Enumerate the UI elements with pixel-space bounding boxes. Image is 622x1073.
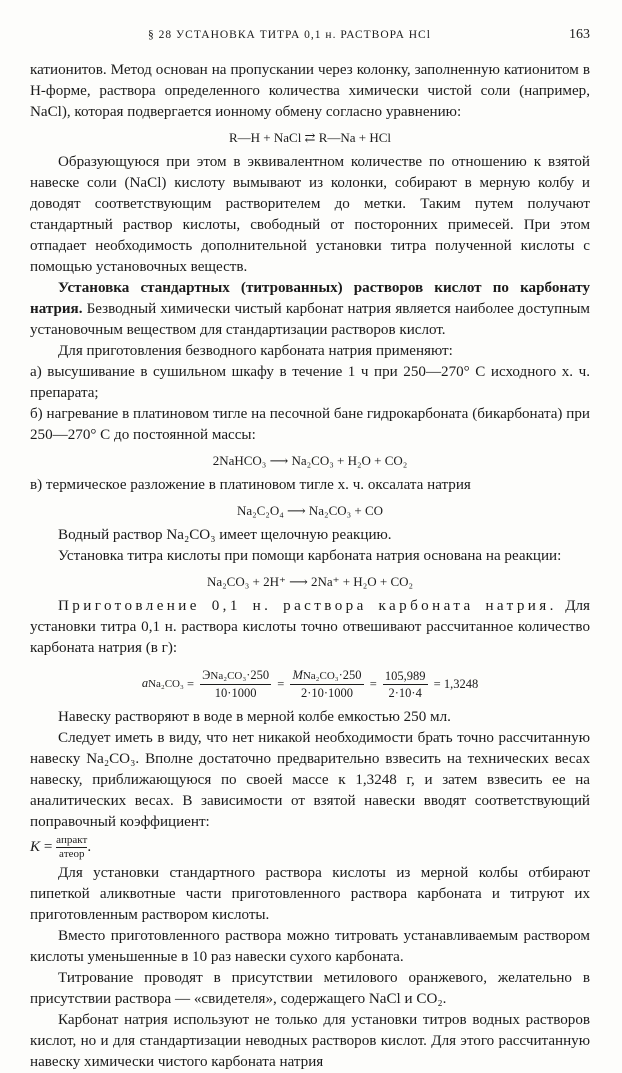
- list-item-oxalate: в) термическое разложение в платиновом тигле х. ч. оксалата натрия: [30, 477, 471, 493]
- paragraph-cation-method: катионитов. Метод основан на пропускании через колонку, заполненную катионитом в H-форме, раствора определенного количества химически чистой соли (например, NaCl), которая подвергается ионному обмену согласно уравнению:: [30, 62, 590, 120]
- paragraph-alkaline: Водный раствор Na₂CO₃ имеет щелочную реакцию.: [58, 527, 392, 543]
- equation-bicarbonate: 2NaHCO₃ ⟶ Na₂CO₃ + H₂O + CO₂: [212, 453, 408, 468]
- paragraph-preparation-intro: Для приготовления безводного карбоната натрия применяют:: [58, 343, 453, 359]
- subheading-standard-solutions: Установка стандартных (титрованных) растворов кислот по карбонату натрия.: [30, 280, 590, 317]
- paragraph-titer-reaction: Установка титра кислоты при помощи карбоната натрия основана на реакции:: [58, 548, 562, 564]
- formula-fraction-molar: $\frac{\text{MNa₂CO₃·250}}{2\cdot 10\cdot 1000}$: [292, 668, 362, 700]
- paragraph-dissolve: Навеску растворяют в воде в мерной колбе емкостью 250 мл.: [58, 709, 451, 725]
- paragraph-standard-solutions: [30, 278, 590, 341]
- formula-fraction-numeric: $\frac{105,989}{2\cdot 10\cdot 4}$: [384, 668, 426, 700]
- paragraph-preparation-carbonate-text: Для установки титра 0,1 н. раствора кислоты точно отвешивают рассчитанное количество карбоната натрия (в г):: [30, 598, 590, 656]
- running-header: [30, 24, 590, 46]
- paragraph-acid-elution: Образующуюся при этом в эквивалентном количестве по отношению к взятой навеске соли (NaCl) кислоту вымывают из колонки, собирают в мерную колбу и доводят соответствующим растворителем до метки. Таким путем получают стандартный раствор кислоты, свободный от посторонних примесей. При этом отпадает необходимость дополнительной установки титра полученной кислоты с помощью установочных веществ.: [30, 154, 590, 275]
- subheading-preparation-carbonate: Приготовление 0,1 н. раствора карбоната натрия.: [58, 598, 557, 614]
- formula-mass-calculation: aNa₂CO₃ = $\frac{\text{ЭNa₂CO₃·250}}{10\cdot 1000}$ = $\frac{\text{MNa₂CO₃·250}}{2\cdot 10\cdot 1000}$ = $\frac{105,989}{2\cdot 10\cdot 4}$ = 1,3248: [141, 668, 479, 700]
- formula-correction-factor: K = $\frac{\text{aпракт}}{\text{aтеор}}$ .: [30, 834, 92, 860]
- equation-ion-exchange: R—H + NaCl ⇄ R—Na + HCl: [228, 130, 392, 145]
- equation-carbonate-acid: Na₂CO₃ + 2H⁺ ⟶ 2Na⁺ + H₂O + CO₂: [206, 574, 414, 589]
- formula-lhs: aNa₂CO₃: [141, 676, 184, 690]
- formula-result: 1,3248: [443, 676, 479, 691]
- section-title: § 28 УСТАНОВКА ТИТРА 0,1 н. РАСТВОРА HCl: [148, 29, 431, 41]
- paragraph-dry-carbonate: Вместо приготовленного раствора можно титровать устанавливаемым раствором кислоты уменьшенные в 10 раз навески сухого карбоната.: [30, 928, 590, 965]
- paragraph-aliquots: Для установки стандартного раствора кислоты из мерной колбы отбирают пипеткой аликвотные части приготовленного раствора карбоната и титруют их приготовленным раствором кислоты.: [30, 865, 590, 923]
- formula-fraction-equivalent: $\frac{\text{ЭNa₂CO₃·250}}{10\cdot 1000}$: [202, 668, 270, 700]
- page-number: 163: [569, 27, 590, 42]
- equation-oxalate: Na₂C₂O₄ ⟶ Na₂CO₃ + CO: [236, 503, 384, 518]
- list-item-drying: а) высушивание в сушильном шкафу в течение 1 ч при 250—270° С исходного х. ч. препарата;: [30, 364, 590, 401]
- list-item-heating: б) нагревание в платиновом тигле на песочной бане гидрокарбоната (бикарбоната) при 250—270° С до постоянной массы:: [30, 406, 590, 443]
- paragraph-standard-solutions-text: Безводный химически чистый карбонат натрия является наиболее доступным установочным веществом для стандартизации растворов кислот.: [30, 301, 590, 338]
- paragraph-indicator: Титрование проводят в присутствии метилового оранжевого, желательно в присутствии раствора — «свидетеля», содержащего NaCl и CO₂.: [30, 970, 590, 1007]
- paragraph-weighing: Следует иметь в виду, что нет никакой необходимости брать точно рассчитанную навеску Na₂CO₃. Вполне достаточно предварительно взвесить на технических весах навеску, приближающуюся по своей массе к 1,3248 г, и затем взвесить ее на аналитических весах. В зависимости от взятой навески вводят соответствующий поправочный коэффициент:: [30, 730, 590, 830]
- paragraph-nonaqueous: Карбонат натрия используют не только для установки титров водных растворов кислот, но и для стандартизации неводных растворов кислот. Для этого рассчитанную навеску химически чистого карбоната натрия: [30, 1012, 590, 1070]
- paragraph-preparation-carbonate: [30, 596, 590, 659]
